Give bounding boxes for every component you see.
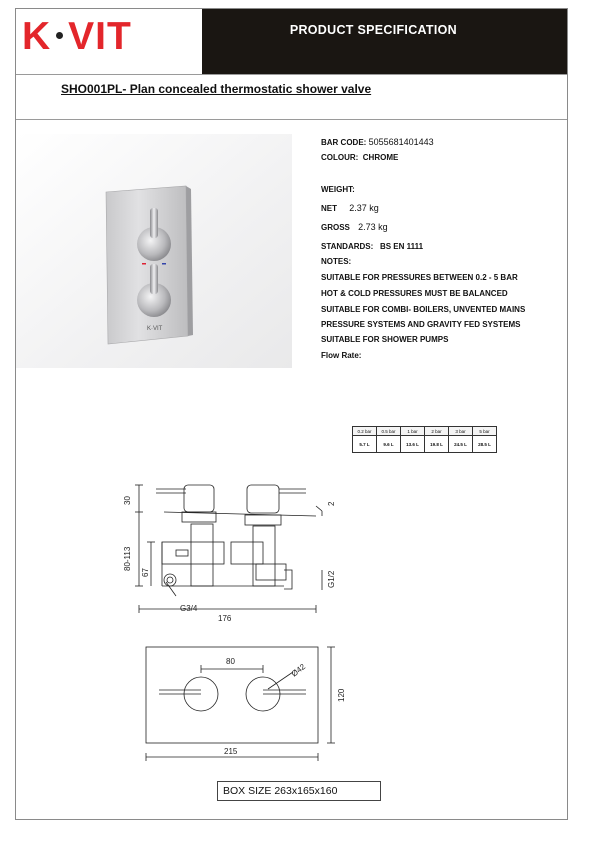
dim-30: 30: [123, 496, 132, 505]
flow-value-cell: 9.6 L: [377, 436, 401, 453]
barcode-value: 5055681401443: [368, 137, 434, 147]
front-view: [146, 647, 335, 761]
standards-row: [321, 242, 423, 252]
dim-g34: G3/4: [180, 604, 198, 613]
barcode-row: [321, 137, 434, 148]
standards-value: BS EN 1111: [379, 242, 424, 251]
divider: [16, 74, 567, 75]
net-label: NET: [321, 204, 337, 213]
dim-67: 67: [141, 568, 150, 577]
gross-row: [321, 222, 388, 233]
side-view: [135, 485, 322, 613]
flow-header-row: [353, 427, 497, 436]
note-line: PRESSURE SYSTEMS AND GRAVITY FED SYSTEMS: [321, 320, 521, 329]
flow-value-cell: 19.8 L: [425, 436, 449, 453]
product-title: SHO001PL- Plan concealed thermostatic shower valve: [61, 82, 372, 96]
dim-80: 80: [226, 657, 235, 666]
colour-value: CHROME: [362, 153, 399, 162]
dim-120: 120: [337, 688, 346, 702]
net-value: 2.37 kg: [349, 203, 379, 213]
flow-header-cell: 2 bar: [425, 427, 449, 436]
photo-logo: K·VIT: [147, 326, 163, 332]
dim-215: 215: [224, 747, 238, 756]
flow-value-cell: 28.5 L: [473, 436, 497, 453]
logo-dot-icon: [56, 32, 63, 39]
flow-value-cell: 5.7 L: [353, 436, 377, 453]
flow-value-row: [353, 436, 497, 453]
note-line: SUITABLE FOR SHOWER PUMPS: [321, 335, 449, 344]
header: [16, 9, 567, 74]
technical-drawing: [16, 464, 567, 774]
gross-label: GROSS: [321, 223, 350, 232]
brand-right: VIT: [68, 15, 132, 58]
gross-value: 2.73 kg: [358, 222, 388, 232]
flow-value-cell: 13.6 L: [401, 436, 425, 453]
dim-176: 176: [218, 614, 232, 623]
note-line: SUITABLE FOR COMBI- BOILERS, UNVENTED MAINS: [321, 305, 526, 314]
colour-label: COLOUR:: [321, 153, 359, 162]
header-band: [202, 9, 567, 74]
colour-row: [321, 153, 398, 163]
flow-header-cell: 3 bar: [449, 427, 473, 436]
dim-80-113: 80-113: [123, 546, 132, 571]
weight-label: WEIGHT:: [321, 185, 355, 194]
flow-header-cell: 1 bar: [401, 427, 425, 436]
spec-sheet: [15, 8, 568, 820]
brand-left: K: [22, 15, 52, 58]
box-size-label: BOX SIZE 263x165x160: [223, 785, 338, 797]
note-line: SUITABLE FOR PRESSURES BETWEEN 0.2 - 5 BAR: [321, 273, 518, 282]
product-photo: [16, 134, 292, 368]
flow-label: Flow Rate:: [321, 351, 362, 360]
barcode-label: BAR CODE:: [321, 138, 367, 147]
notes-label: NOTES:: [321, 257, 352, 266]
brand-logo: [22, 15, 132, 59]
standards-label: STANDARDS:: [321, 242, 374, 251]
flow-header-cell: 0.5 bar: [377, 427, 401, 436]
net-row: [321, 203, 379, 214]
flow-value-cell: 24.5 L: [449, 436, 473, 453]
box-size: [217, 781, 381, 801]
doc-title: PRODUCT SPECIFICATION: [289, 23, 457, 37]
flow-rate-table: [352, 426, 497, 453]
flow-header-cell: 5 bar: [473, 427, 497, 436]
flow-header-cell: 0.2 bar: [353, 427, 377, 436]
dim-g12: G1/2: [327, 570, 336, 588]
logo-box: [16, 9, 202, 74]
dim-2: 2: [327, 501, 336, 506]
divider: [16, 119, 567, 120]
note-line: HOT & COLD PRESSURES MUST BE BALANCED: [321, 289, 508, 298]
dim-diameter-42: Ø42: [289, 662, 308, 679]
